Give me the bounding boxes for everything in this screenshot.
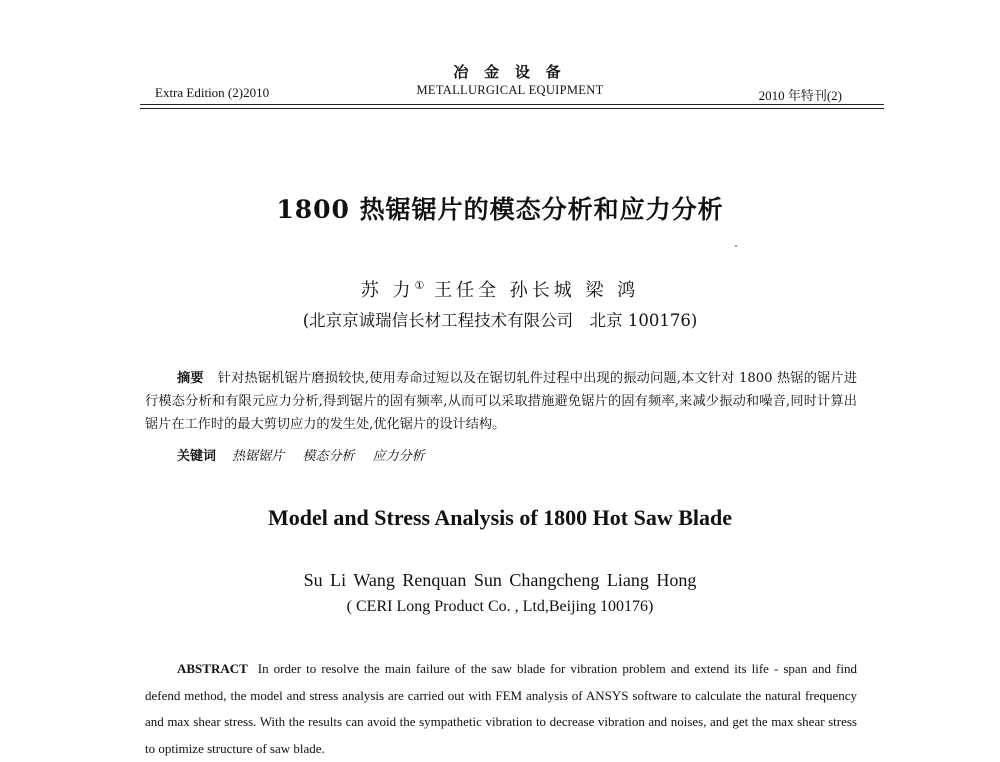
- header-edition-left: Extra Edition (2)2010: [155, 85, 270, 100]
- keyword-item: 应力分析: [372, 449, 425, 464]
- authors-rest-cn: 王任全 孙长城 梁 鸿: [434, 280, 640, 301]
- abstract-label-en: ABSTRACT: [177, 661, 248, 676]
- header-rule-thin: [140, 108, 884, 109]
- authors-en: Su Li Wang Renquan Sun Changcheng Liang Hong: [303, 570, 697, 590]
- abstract-en: [145, 656, 857, 762]
- keyword-item: 模态分析: [302, 449, 355, 464]
- paper-title-cn: 1800 热锯锯片的模态分析和应力分析: [276, 195, 724, 224]
- paper-title-en: Model and Stress Analysis of 1800 Hot Saw Blade: [267, 505, 733, 530]
- header-journal: [400, 64, 620, 98]
- abstract-label-cn: 摘要: [177, 371, 204, 386]
- keywords-label-cn: 关键词: [177, 449, 217, 464]
- keyword-item: 热锯锯片: [232, 449, 285, 464]
- abstract-text-en: In order to resolve the main failure of the saw blade for vibration problem and extend its life - span and find defend method, the model and stress analysis are carried out with FEM analysis of ANSYS software to calculate the natural frequency and max shear stress. With the results can avoid the sympathetic vibration to decrease vibration and noises, and get the max shear stress to optimize structure of saw blade.: [145, 661, 857, 756]
- authors-cn: [0, 276, 1000, 302]
- author-footnote-mark: ①: [414, 279, 425, 292]
- affiliation-en: ( CERI Long Product Co. , Ltd,Beijing 100176): [346, 598, 654, 615]
- journal-name-cn: 冶 金 设 备: [453, 65, 567, 81]
- header-rule-thick: [140, 104, 884, 105]
- scan-speck: [735, 245, 737, 247]
- keywords-cn: [177, 445, 438, 464]
- affiliation-cn: (北京京诚瑞信长材工程技术有限公司 北京 100176): [302, 311, 698, 330]
- abstract-text-cn: 针对热锯机锯片磨损较快,使用寿命过短以及在锯切轧件过程中出现的振动问题,本文针对 1800 热锯的锯片进行模态分析和有限元应力分析,得到锯片的固有频率,从而可以采取措施避免锯片的固有频率,来减少振动和噪音,同时计算出锯片在工作时的最大剪切应力的发生处,优化锯片的设计结构。: [145, 371, 858, 432]
- header-edition-right: 2010 年特刊(2): [758, 88, 842, 103]
- author-first-cn: 苏 力: [360, 280, 415, 301]
- abstract-cn: [145, 367, 857, 436]
- journal-name-en: METALLURGICAL EQUIPMENT: [416, 83, 604, 97]
